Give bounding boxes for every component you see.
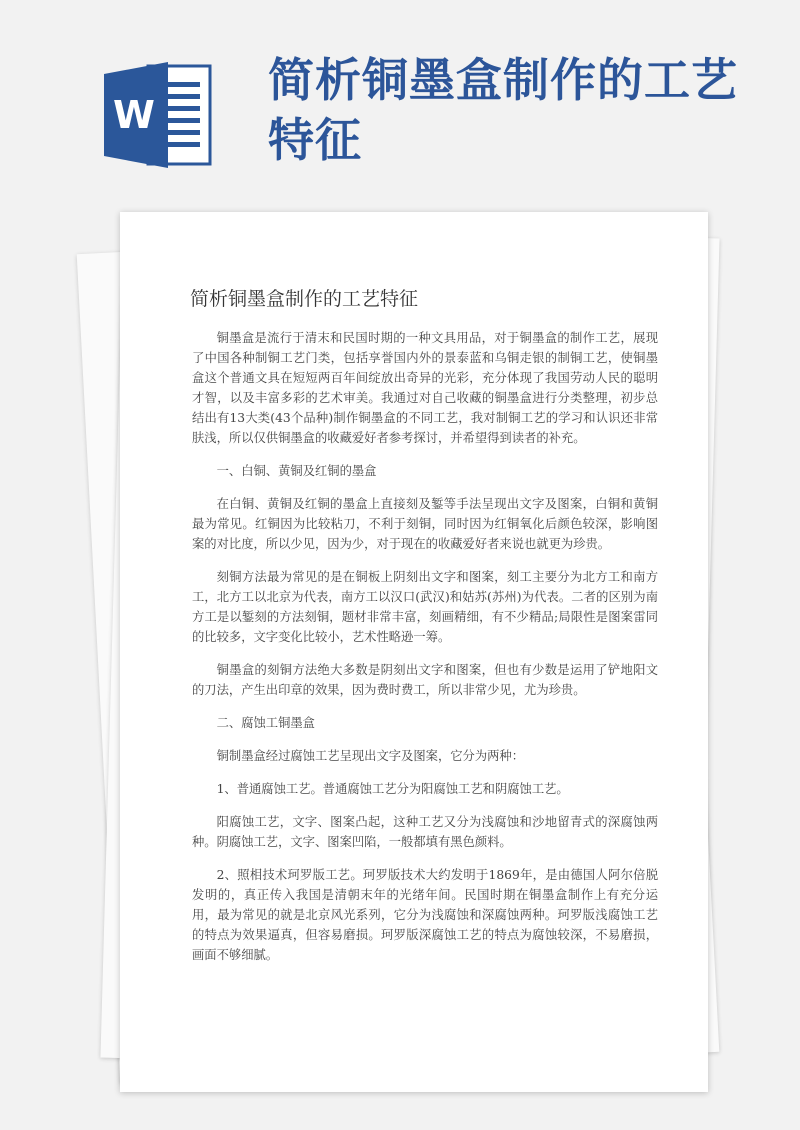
paragraph: 刻铜方法最为常见的是在铜板上阴刻出文字和图案，刻工主要分为北方工和南方工，北方工以北京为代表，南方工以汉口(武汉)和姑苏(苏州)为代表。二者的区别为南方工是以錾刻的方法刻铜，题材非常丰富，刻画精细，有不少精品;局限性是图案雷同的比较多，文字变化比较小，艺术性略逊一筹。 [192,570,658,644]
word-logo-letter: W [113,93,155,137]
paragraph: 2、照相技术珂罗版工艺。珂罗版技术大约发明于1869年，是由德国人阿尔倍脱发明的，真正传入我国是清朝末年的光绪年间。民国时期在铜墨盒制作上有充分运用，最为常见的就是北京风光系列，它分为浅腐蚀和深腐蚀两种。珂罗版浅腐蚀工艺的特点为效果逼真，但容易磨损。珂罗版深腐蚀工艺的特点为腐蚀较深，不易磨损，画面不够细腻。 [192,868,658,962]
section-heading: 一、白铜、黄铜及红铜的墨盒 [216,464,377,478]
paragraph: 1、普通腐蚀工艺。普通腐蚀工艺分为阳腐蚀工艺和阴腐蚀工艺。 [216,782,569,796]
paragraph: 在白铜、黄铜及红铜的墨盒上直接刻及錾等手法呈现出文字及图案，白铜和黄铜最为常见。红铜因为比较粘刀，不利于刻铜，同时因为红铜氧化后颜色较深，影响图案的对比度，所以少见，因为少，对于现在的收藏爱好者来说也就更为珍贵。 [192,497,658,551]
document-body [192,328,658,978]
page-title: 简析铜墨盒制作的工艺特征 [268,53,738,167]
paragraph: 阳腐蚀工艺，文字、图案凸起，这种工艺又分为浅腐蚀和沙地留青式的深腐蚀两种。阴腐蚀工艺，文字、图案凹陷，一般都填有黑色颜料。 [192,815,658,849]
document-title: 简析铜墨盒制作的工艺特征 [190,288,419,310]
paragraph: 铜墨盒是流行于清末和民国时期的一种文具用品，对于铜墨盒的制作工艺，展现了中国各种制铜工艺门类，包括享誉国内外的景泰蓝和乌铜走银的制铜工艺，使铜墨盒这个普通文具在短短两百年间绽放出奇异的光彩，充分体现了我国劳动人民的聪明才智，以及丰富多彩的艺术审美。我通过对自己收藏的铜墨盒进行分类整理，初步总结出有13大类(43个品种)制作铜墨盒的不同工艺，我对制铜工艺的学习和认识还非常肤浅，所以仅供铜墨盒的收藏爱好者参考探讨，并希望得到读者的补充。 [192,331,658,445]
document-page [120,212,708,1092]
paragraph: 铜制墨盒经过腐蚀工艺呈现出文字及图案，它分为两种： [216,749,525,763]
section-heading: 二、腐蚀工铜墨盒 [216,716,315,730]
word-document-icon [104,60,212,170]
page-header [0,0,800,200]
paragraph: 铜墨盒的刻铜方法绝大多数是阴刻出文字和图案，但也有少数是运用了铲地阳文的刀法，产生出印章的效果，因为费时费工，所以非常少见，尤为珍贵。 [192,663,658,697]
